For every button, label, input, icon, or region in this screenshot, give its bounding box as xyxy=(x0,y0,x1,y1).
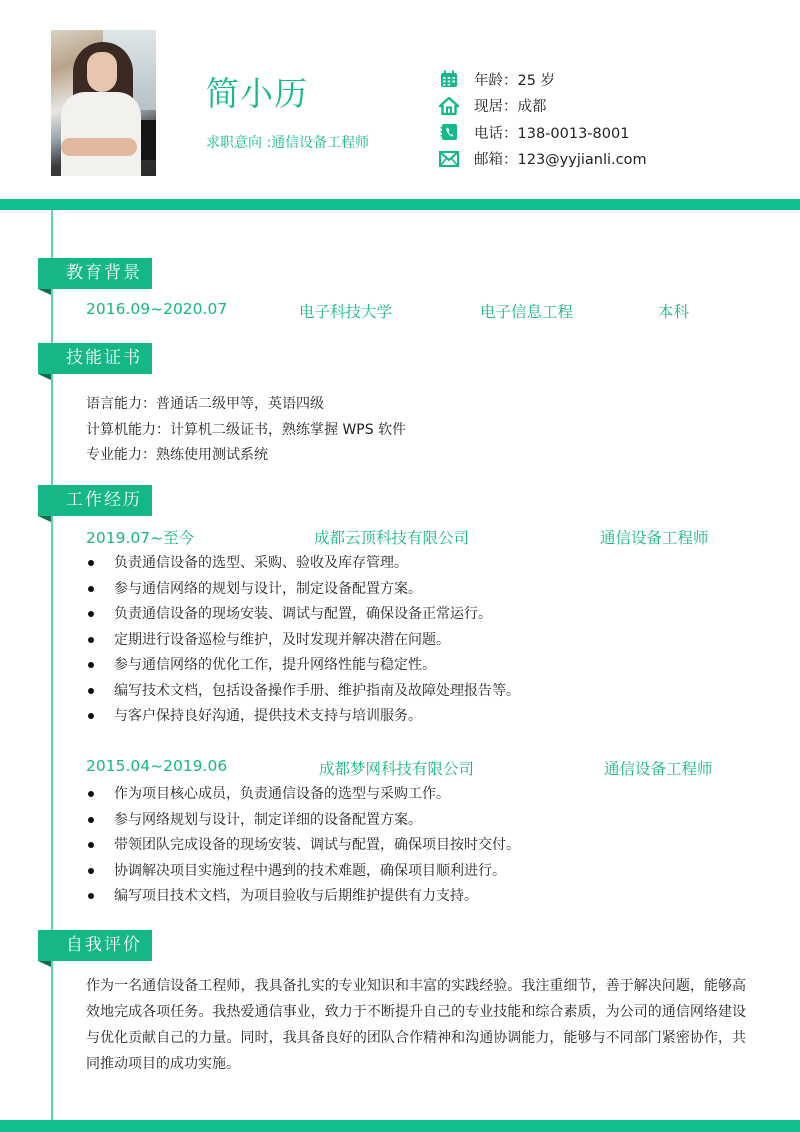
contact-phone xyxy=(438,119,647,146)
skill-item: 计算机能力：计算机二级证书，熟练掌握 WPS 软件 xyxy=(86,421,407,438)
contact-age-text: 年龄：25 岁 xyxy=(474,72,556,89)
calendar-icon xyxy=(438,69,460,89)
skill-item: 语言能力：普通话二级甲等，英语四级 xyxy=(86,396,324,412)
duty-item: 参与通信网络的规划与设计，制定设备配置方案。 xyxy=(86,578,520,604)
skills-list xyxy=(86,393,406,470)
home-icon xyxy=(438,96,460,116)
contact-location xyxy=(438,93,647,120)
job-duties xyxy=(86,783,520,911)
education-degree: 本科 xyxy=(658,303,690,321)
duty-item: 编写技术文档，包括设备操作手册、维护指南及故障处理报告等。 xyxy=(86,680,520,706)
education-major: 电子信息工程 xyxy=(480,303,574,321)
job-intent: 求职意向 :通信设备工程师 xyxy=(206,135,370,151)
job-company: 成都云顶科技有限公司 xyxy=(314,529,470,547)
section-title-education: 教育背景 xyxy=(38,258,152,289)
phone-icon xyxy=(438,122,460,142)
contact-age xyxy=(438,66,647,93)
duty-item: 参与通信网络的优化工作，提升网络性能与稳定性。 xyxy=(86,654,520,680)
header-divider-bar xyxy=(0,199,800,210)
duty-item: 参与网络规划与设计，制定详细的设备配置方案。 xyxy=(86,809,520,835)
footer-bar xyxy=(0,1120,800,1132)
job-period: 2015.04~2019.06 xyxy=(86,757,228,775)
job-position: 通信设备工程师 xyxy=(600,529,709,547)
section-title-work: 工作经历 xyxy=(38,485,152,516)
duty-item: 与客户保持良好沟通，提供技术支持与培训服务。 xyxy=(86,705,520,731)
education-school: 电子科技大学 xyxy=(299,303,393,321)
section-title-skills: 技能证书 xyxy=(38,343,152,374)
self-eval-text: 作为一名通信设备工程师，我具备扎实的专业知识和丰富的实践经验。我注重细节，善于解决问题，能够高效地完成各项任务。我热爱通信事业，致力于不断提升自己的专业技能和综合素质，为公司的通信网络建设与优化贡献自己的力量。同时，我具备良好的团队合作精神和沟通协调能力，能够与不同部门紧密协作，共同推动项目的成功实施。 xyxy=(86,978,746,1072)
education-period: 2016.09~2020.07 xyxy=(86,300,228,318)
duty-item: 作为项目核心成员，负责通信设备的选型与采购工作。 xyxy=(86,783,520,809)
contact-location-text: 现居：成都 xyxy=(474,99,547,116)
contact-info xyxy=(438,66,647,172)
job-duties xyxy=(86,552,520,731)
photo-arm xyxy=(61,138,137,156)
duty-item: 负责通信设备的选型、采购、验收及库存管理。 xyxy=(86,552,520,578)
skill-item: 专业能力：熟练使用测试系统 xyxy=(86,447,268,463)
contact-email-text: 邮箱：123@yyjianli.com xyxy=(474,152,647,169)
duty-item: 协调解决项目实施过程中遇到的技术难题，确保项目顺利进行。 xyxy=(86,860,520,886)
contact-phone-text: 电话：138-0013-8001 xyxy=(474,125,630,142)
job-position: 通信设备工程师 xyxy=(604,760,713,778)
profile-photo xyxy=(51,30,156,176)
mail-icon xyxy=(438,149,460,169)
candidate-name: 简小历 xyxy=(206,74,308,113)
duty-item: 定期进行设备巡检与维护，及时发现并解决潜在问题。 xyxy=(86,629,520,655)
job-period: 2019.07~至今 xyxy=(86,529,195,547)
photo-face xyxy=(87,52,117,92)
duty-item: 编写项目技术文档，为项目验收与后期维护提供有力支持。 xyxy=(86,885,520,911)
contact-email xyxy=(438,146,647,173)
duty-item: 负责通信设备的现场安装、调试与配置，确保设备正常运行。 xyxy=(86,603,520,629)
job-company: 成都梦网科技有限公司 xyxy=(319,760,475,778)
photo-shirt xyxy=(61,92,141,176)
section-title-self-eval: 自我评价 xyxy=(38,930,152,961)
duty-item: 带领团队完成设备的现场安装、调试与配置，确保项目按时交付。 xyxy=(86,834,520,860)
